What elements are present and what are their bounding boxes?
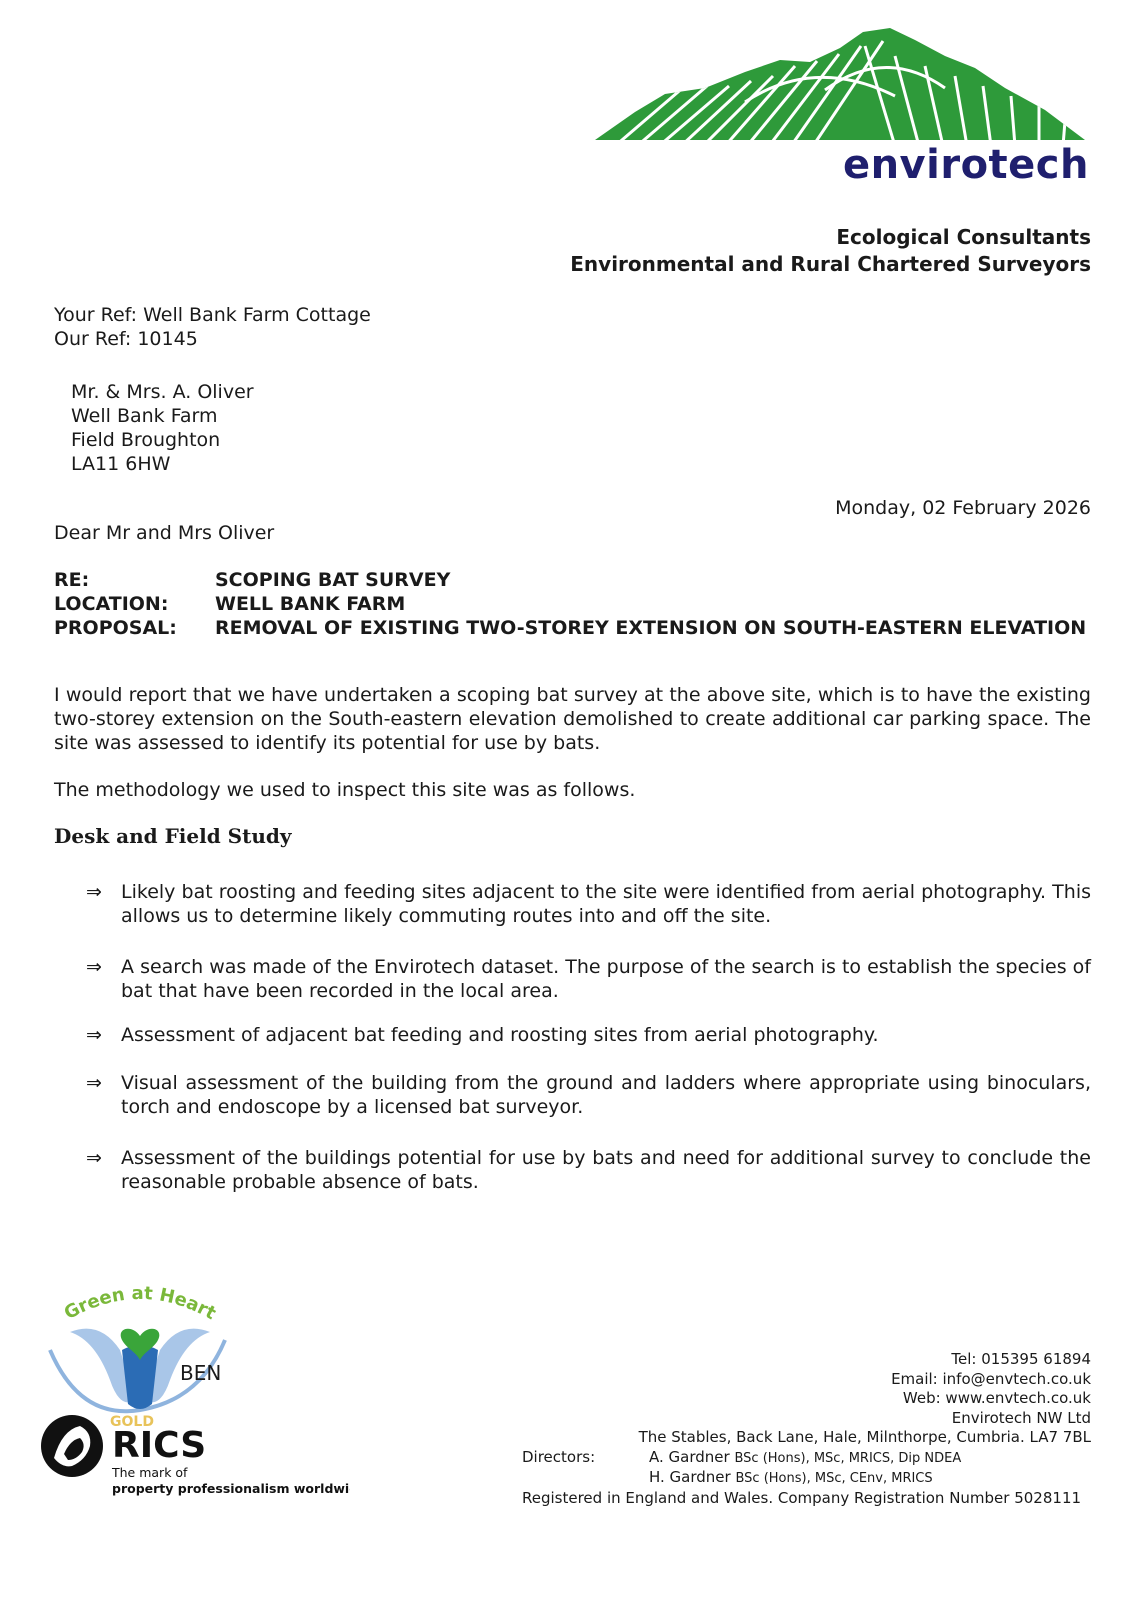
director-row bbox=[522, 1468, 1091, 1489]
green-at-heart-badge bbox=[40, 1280, 240, 1430]
tagline bbox=[570, 224, 1091, 278]
svg-text:Green at Heart bbox=[61, 1283, 220, 1324]
footer-details bbox=[522, 1428, 1091, 1508]
rics-badge bbox=[40, 1410, 350, 1500]
gold-label: GOLD bbox=[110, 1414, 154, 1430]
director-quals: BSc (Hons), MSc, CEnv, MRICS bbox=[735, 1471, 933, 1486]
our-ref: Our Ref: 10145 bbox=[54, 328, 198, 350]
green-at-heart-icon bbox=[40, 1280, 240, 1430]
ben-label: BEN bbox=[180, 1361, 222, 1385]
salutation: Dear Mr and Mrs Oliver bbox=[54, 522, 275, 544]
envirotech-logo bbox=[595, 26, 1095, 186]
tagline-line-1: Ecological Consultants bbox=[836, 225, 1091, 249]
list-item-text: Assessment of the buildings potential for use by bats and need for additional survey to conclude the reasonable probable absence of bats. bbox=[121, 1147, 1091, 1193]
arrow-icon: ⇒ bbox=[86, 1024, 102, 1046]
location-label: LOCATION: bbox=[54, 593, 169, 615]
location-row bbox=[54, 592, 1086, 616]
director-quals: BSc (Hons), MSc, MRICS, Dip NDEA bbox=[734, 1450, 962, 1466]
list-item-text: Assessment of adjacent bat feeding and roosting sites from aerial photography. bbox=[121, 1024, 879, 1046]
re-value: SCOPING BAT SURVEY bbox=[215, 569, 451, 591]
director-name: H. Gardner bbox=[649, 1468, 731, 1486]
re-row bbox=[54, 568, 1086, 592]
your-ref: Your Ref: Well Bank Farm Cottage bbox=[54, 304, 371, 326]
footer-email[interactable]: Email: info@envtech.co.uk bbox=[891, 1369, 1091, 1388]
arrow-icon: ⇒ bbox=[86, 1147, 102, 1169]
list-item bbox=[86, 955, 1091, 1003]
re-label: RE: bbox=[54, 569, 90, 591]
mountain-logo-icon bbox=[595, 26, 1095, 146]
references bbox=[54, 303, 371, 351]
rics-line-1: The mark of bbox=[112, 1465, 188, 1480]
footer-web[interactable]: Web: www.envtech.co.uk bbox=[902, 1389, 1091, 1407]
address-line: Field Broughton bbox=[71, 429, 221, 451]
list-item bbox=[86, 1146, 1091, 1194]
body-paragraph-2: The methodology we used to inspect this site was as follows. bbox=[54, 779, 636, 801]
arrow-icon: ⇒ bbox=[86, 881, 102, 903]
methodology-list bbox=[86, 880, 1091, 1194]
list-item-text: Visual assessment of the building from the ground and ladders where appropriate using binoculars, torch and endoscope by a licensed bat surveyor. bbox=[121, 1072, 1091, 1118]
brand-name: envirotech bbox=[842, 142, 1089, 188]
proposal-label: PROPOSAL: bbox=[54, 617, 177, 639]
address-line: LA11 6HW bbox=[71, 453, 171, 475]
footer-contact bbox=[891, 1350, 1091, 1428]
body-paragraph-1: I would report that we have undertaken a scoping bat survey at the above site, which is to have the existing two-storey extension on the South-eastern elevation demolished to create additional car parking space. The site was assessed to identify its potential for use by bats. bbox=[54, 684, 1091, 754]
arrow-icon: ⇒ bbox=[86, 956, 102, 978]
director-name: A. Gardner bbox=[649, 1447, 730, 1466]
recipient-address bbox=[71, 380, 254, 476]
footer-address: The Stables, Back Lane, Hale, Milnthorpe, Cumbria. LA7 7BL bbox=[638, 1428, 1091, 1446]
list-item-text: Likely bat roosting and feeding sites adjacent to the site were identified from aerial photography. This allows us to determine likely commuting routes into and off the site. bbox=[121, 881, 1091, 927]
rics-wordmark: RICS bbox=[112, 1425, 207, 1466]
footer-tel: Tel: 015395 61894 bbox=[951, 1350, 1091, 1368]
list-item bbox=[86, 1023, 1091, 1047]
list-item bbox=[86, 1071, 1091, 1119]
address-line: Well Bank Farm bbox=[71, 405, 218, 427]
list-item bbox=[86, 880, 1091, 928]
directors-label: Directors: bbox=[522, 1447, 596, 1466]
location-value: WELL BANK FARM bbox=[215, 593, 406, 615]
arrow-icon: ⇒ bbox=[86, 1072, 102, 1094]
letter-date: Monday, 02 February 2026 bbox=[835, 497, 1091, 519]
subject-block bbox=[54, 568, 1086, 640]
footer-company: Envirotech NW Ltd bbox=[951, 1408, 1091, 1427]
proposal-value: REMOVAL OF EXISTING TWO-STOREY EXTENSION ON SOUTH-EASTERN ELEVATION bbox=[215, 617, 1087, 639]
badge-title: Green at Heart bbox=[60, 1282, 220, 1325]
section-heading: Desk and Field Study bbox=[54, 824, 292, 848]
list-item-text: A search was made of the Envirotech dataset. The purpose of the search is to establish the species of bat that have been recorded in the local area. bbox=[121, 956, 1091, 1002]
address-line: Mr. & Mrs. A. Oliver bbox=[71, 381, 254, 403]
proposal-row bbox=[54, 616, 1086, 640]
rics-line-2: property professionalism worldwide bbox=[112, 1481, 350, 1496]
footer-registration: Registered in England and Wales. Company Registration Number 5028111 bbox=[522, 1488, 1082, 1507]
director-row bbox=[522, 1448, 1091, 1469]
tagline-line-2: Environmental and Rural Chartered Surveyors bbox=[570, 252, 1091, 276]
rics-lion-icon bbox=[40, 1410, 350, 1500]
